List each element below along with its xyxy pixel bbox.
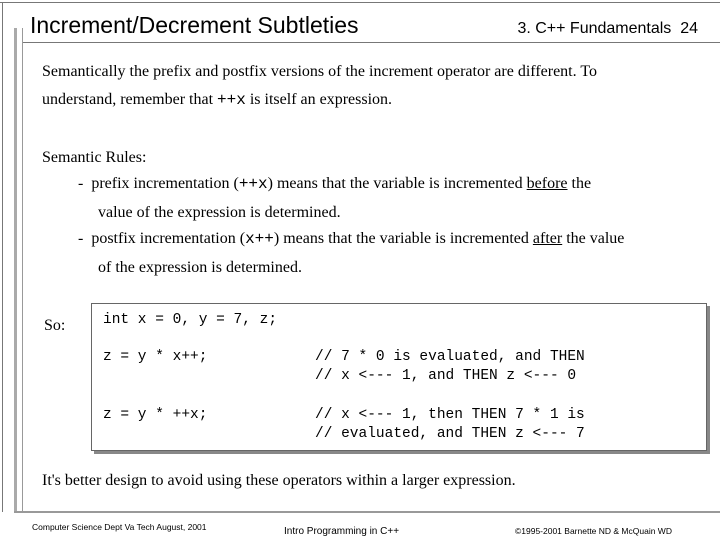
rule-text: the value	[562, 230, 625, 247]
section-title: 3. C++ Fundamentals	[517, 20, 672, 37]
code-stmt-postfix: z = y * x++;	[103, 349, 208, 365]
page-number: 24	[680, 20, 698, 37]
bullet: -	[78, 175, 84, 192]
intro-text-end: is itself an expression.	[245, 91, 393, 108]
rule-item-prefix-cont: value of the expression is determined.	[98, 204, 341, 221]
rule-text: ) means that the variable is incremented	[267, 175, 527, 192]
footer-center: Intro Programming in C++	[284, 526, 400, 537]
emphasis-after: after	[532, 230, 563, 247]
slide-title: Increment/Decrement Subtleties	[30, 12, 359, 38]
code-comment-2a: // x <--- 1, then THEN 7 * 1 is	[315, 407, 585, 423]
rule-code: x++	[245, 230, 274, 248]
rule-text: postfix incrementation (	[91, 230, 246, 247]
code-example-box	[91, 303, 707, 451]
rule-code: ++x	[238, 175, 268, 193]
code-comment-1b: // x <--- 1, and THEN z <--- 0	[315, 368, 577, 384]
footer-left: Computer Science Dept Va Tech August, 2001	[32, 522, 207, 532]
so-label: So:	[44, 317, 66, 334]
rule-text: the	[567, 175, 592, 192]
rule-item-postfix-cont: of the expression is determined.	[98, 259, 302, 276]
code-stmt-prefix: z = y * ++x;	[103, 407, 208, 423]
top-frame-line	[0, 2, 720, 3]
rule-text: ) means that the variable is incremented	[273, 230, 533, 247]
code-comment-1a: // 7 * 0 is evaluated, and THEN	[315, 349, 585, 365]
bottom-frame-line	[14, 511, 720, 513]
bullet: -	[78, 230, 84, 247]
conclusion-text: It's better design to avoid using these operators within a larger expression.	[42, 472, 516, 489]
section-header	[517, 20, 698, 38]
intro-line-1: Semantically the prefix and postfix versions of the increment operator are different. To	[42, 63, 597, 80]
code-comment-2b: // evaluated, and THEN z <--- 7	[315, 426, 585, 442]
header-rule	[22, 42, 720, 43]
footer-right: ©1995-2001 Barnette ND & McQuain WD	[515, 526, 672, 536]
intro-paragraph	[42, 58, 702, 114]
left-frame-line-inner	[14, 28, 17, 512]
rule-item-prefix	[78, 170, 708, 198]
emphasis-before: before	[526, 175, 568, 192]
rules-heading: Semantic Rules:	[42, 149, 147, 166]
intro-code: ++x	[217, 91, 246, 109]
code-decl: int x = 0, y = 7, z;	[103, 312, 278, 328]
intro-text: understand, remember that	[42, 91, 218, 108]
rule-text: prefix incrementation (	[91, 175, 239, 192]
left-frame-line-inner-2	[22, 28, 23, 512]
left-frame-line	[2, 2, 3, 512]
rule-item-postfix	[78, 225, 708, 253]
intro-line-2	[42, 86, 702, 114]
